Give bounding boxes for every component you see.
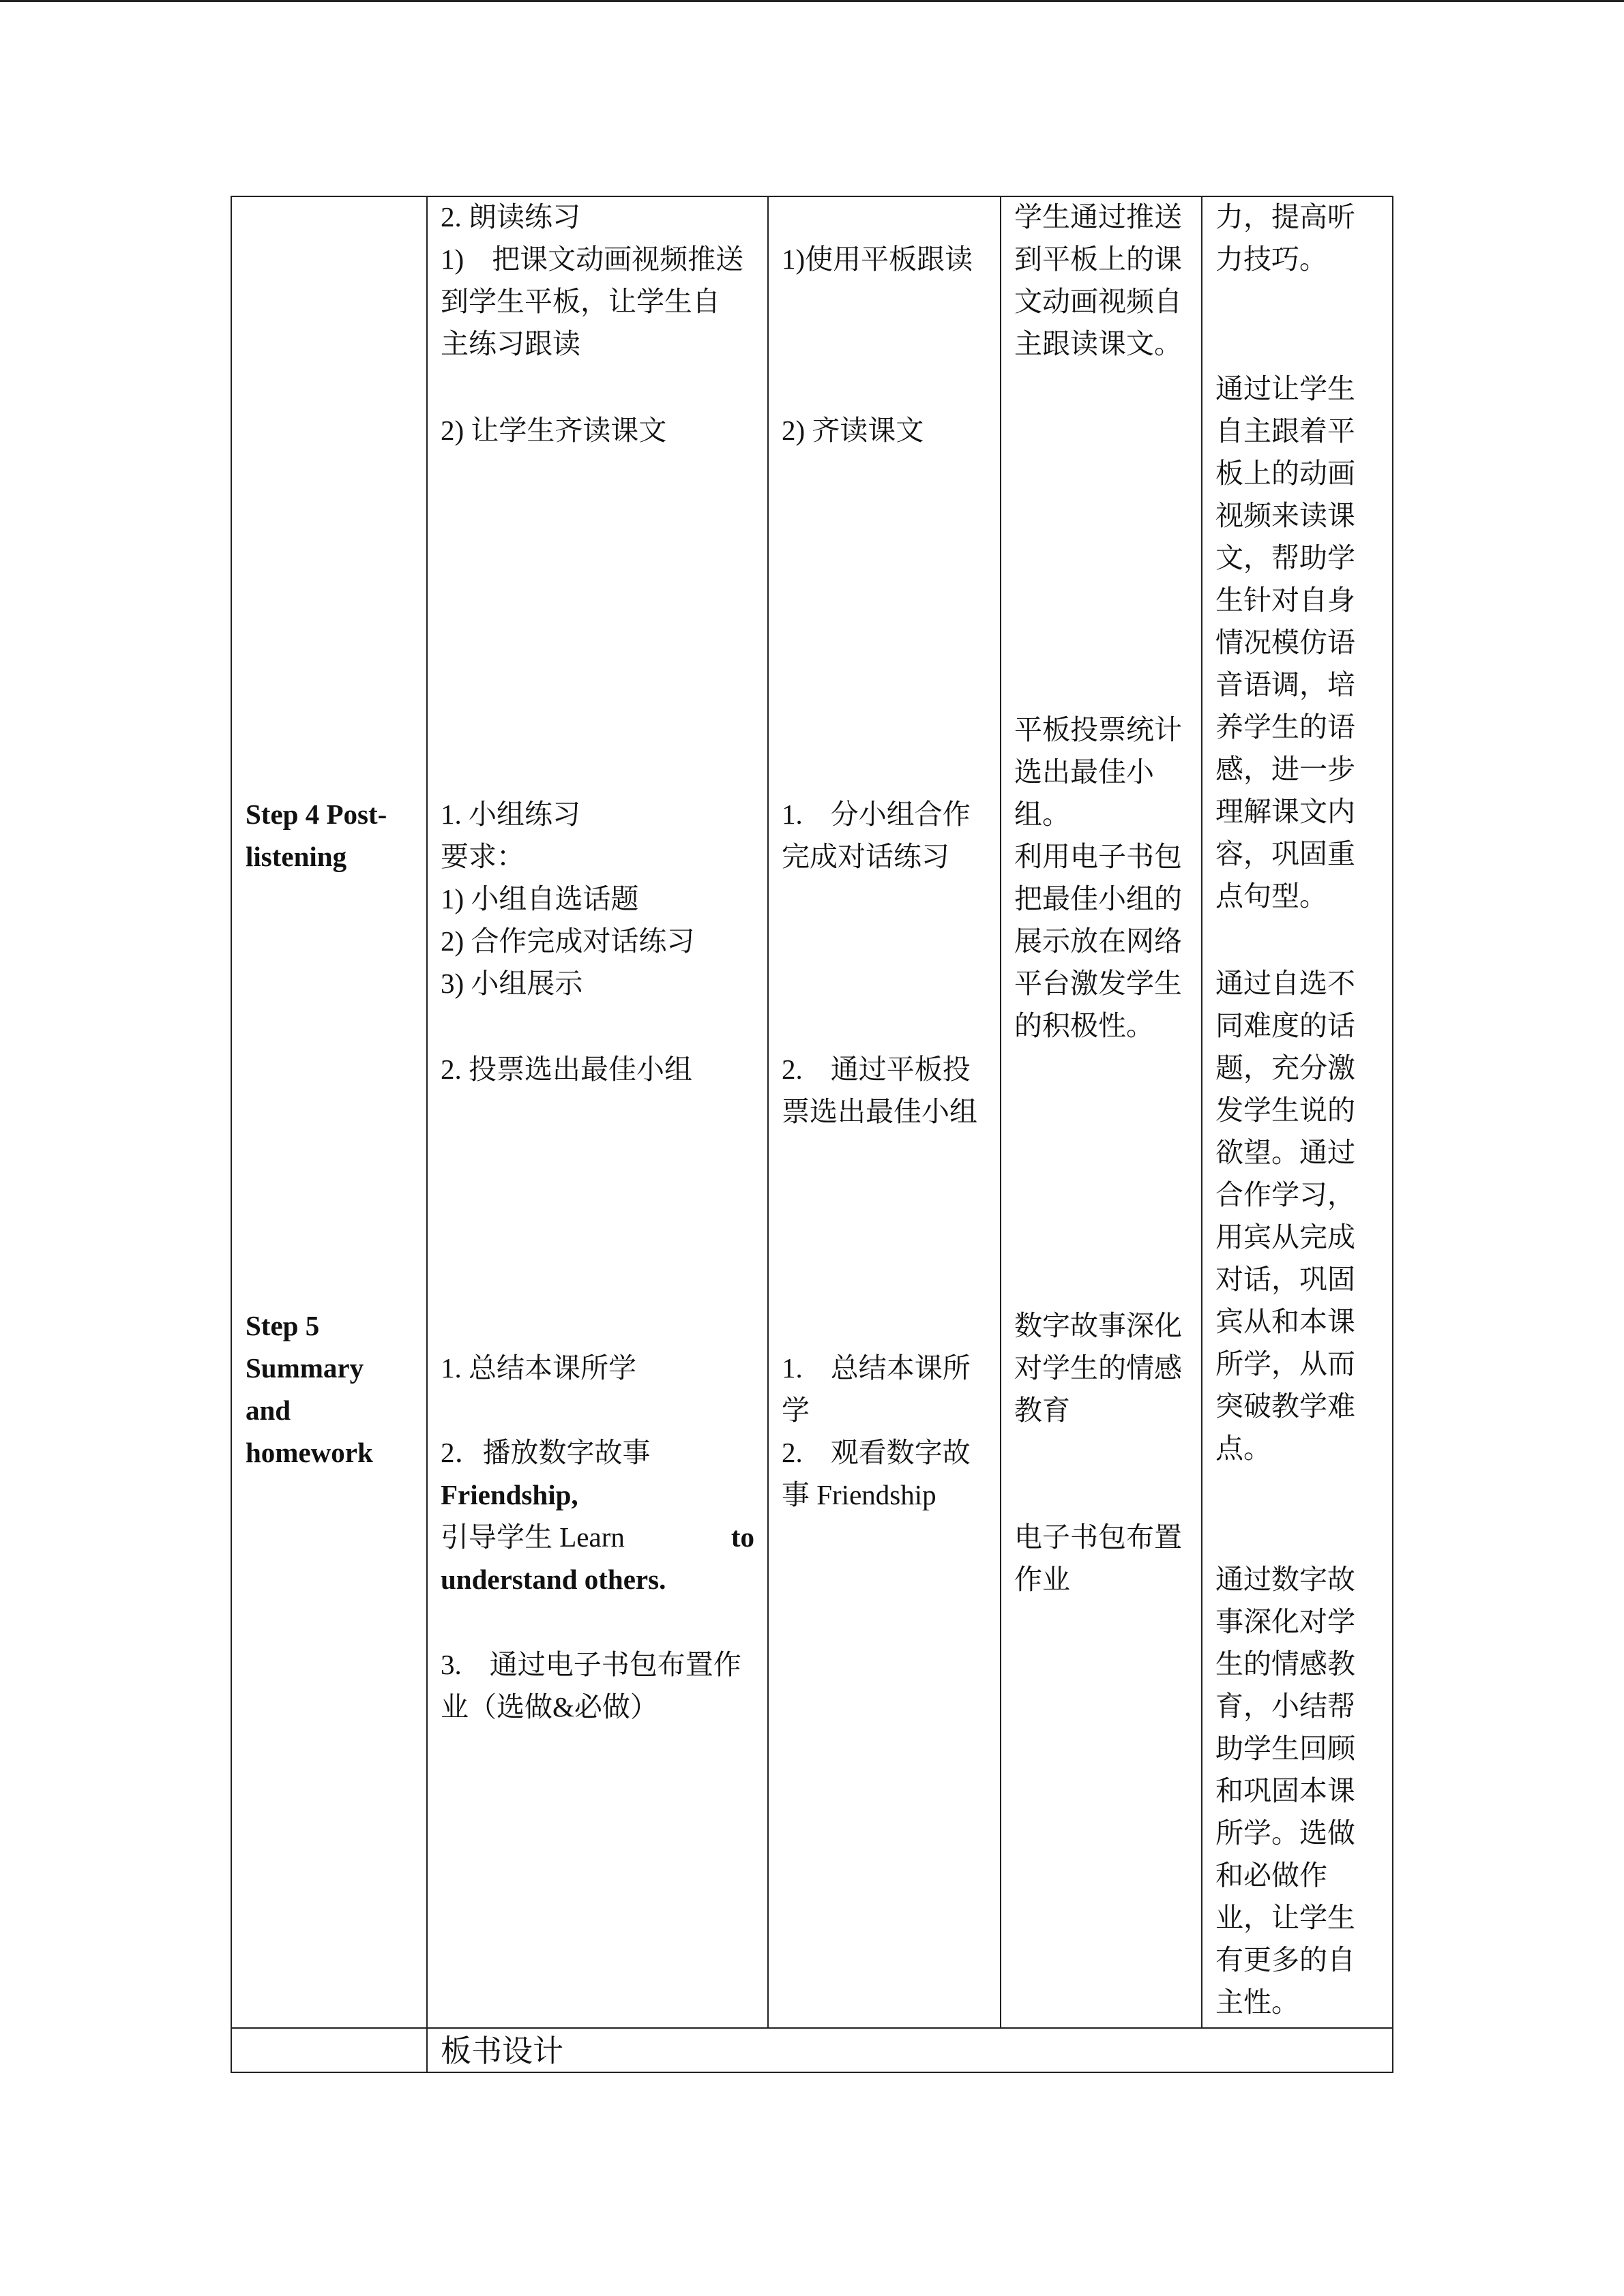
intent-read-line3: 板上的动画 — [1215, 458, 1355, 489]
read-step1-line1: 1) 把课文动画视频推送 — [441, 243, 744, 275]
step4-label-line2: listening — [246, 841, 347, 872]
intent-summary-line8: 和必做作 — [1215, 1860, 1327, 1891]
intent-read-line10: 感，进一步 — [1215, 754, 1355, 785]
intent-summary-line2: 事深化对学 — [1215, 1606, 1355, 1637]
student-vote-line1: 2. 通过平板投 — [782, 1054, 971, 1085]
tech-story-line2: 对学生的情感 — [1014, 1352, 1182, 1384]
read-step1-line2: 到学生平板，让学生自 — [441, 286, 720, 317]
student-group-line2: 完成对话练习 — [782, 841, 949, 872]
col-divider-4 — [1201, 196, 1202, 2029]
summary-step2-line2: Friendship, — [441, 1479, 578, 1510]
table-right-border — [1392, 196, 1393, 2073]
intent-read-line5: 文，帮助学 — [1215, 542, 1355, 573]
tech-vote-line6: 展示放在网络 — [1014, 925, 1182, 957]
intent-summary-line9: 业，让学生 — [1215, 1902, 1355, 1933]
intent-read-line8: 音语调，培 — [1215, 669, 1355, 700]
tech-vote-line7: 平台激发学生 — [1014, 968, 1182, 999]
lesson-plan-table — [231, 196, 1393, 2073]
intent-group-line7: 用宾从完成 — [1215, 1221, 1355, 1253]
tech-homework-line2: 作业 — [1014, 1564, 1070, 1595]
read-step1-line3: 主练习跟读 — [441, 328, 580, 359]
summary-step2-line4: understand others. — [441, 1564, 666, 1595]
group-req-3: 3) 小组展示 — [441, 968, 583, 999]
intent-group-line12: 点。 — [1215, 1433, 1271, 1464]
board-design-heading: 板书设计 — [441, 2034, 564, 2068]
intent-group-line1: 通过自选不 — [1215, 968, 1355, 999]
tech-story-line1: 数字故事深化 — [1014, 1310, 1182, 1341]
intent-summary-line5: 助学生回顾 — [1215, 1733, 1355, 1764]
vote-best-group: 2. 投票选出最佳小组 — [441, 1054, 692, 1085]
summary-step2-line3 — [441, 1516, 754, 1558]
col-divider-3 — [1000, 196, 1001, 2029]
intent-summary-line3: 生的情感教 — [1215, 1648, 1355, 1680]
tech-read-line1: 学生通过推送 — [1014, 201, 1182, 233]
intent-summary-line7: 所学。选做 — [1215, 1817, 1355, 1849]
summary-step2-line3-left: 引导学生 Learn — [441, 1521, 625, 1553]
tech-vote-line1: 平板投票统计 — [1014, 714, 1182, 745]
step5-label-line1: Step 5 — [246, 1310, 320, 1341]
intent-group-line3: 题，充分激 — [1215, 1052, 1355, 1084]
intent-group-line10: 所学，从而 — [1215, 1348, 1355, 1380]
intent-group-line11: 突破教学难 — [1215, 1390, 1355, 1422]
intent-listen-line2: 力技巧。 — [1215, 243, 1327, 275]
summary-step3-line1: 3. 通过电子书包布置作 — [441, 1649, 741, 1680]
intent-group-line9: 宾从和本课 — [1215, 1306, 1355, 1337]
summary-step2-line1: 2．播放数字故事 — [441, 1437, 651, 1468]
intent-group-line2: 同难度的话 — [1215, 1010, 1355, 1041]
intent-summary-line6: 和巩固本课 — [1215, 1775, 1355, 1806]
group-requirements: 要求： — [441, 841, 525, 872]
row-divider — [231, 2027, 1393, 2029]
intent-read-line4: 视频来读课 — [1215, 500, 1355, 531]
group-req-1: 1) 小组自选话题 — [441, 883, 639, 914]
intent-summary-line10: 有更多的自 — [1215, 1944, 1355, 1976]
intent-read-line12: 容，巩固重 — [1215, 838, 1355, 869]
summary-step3-line2: 业（选做&必做） — [441, 1691, 658, 1723]
tech-vote-line8: 的积极性。 — [1014, 1010, 1154, 1041]
intent-group-line6: 合作学习， — [1215, 1179, 1355, 1210]
table-left-border — [231, 196, 232, 2073]
tech-vote-line4: 利用电子书包 — [1014, 841, 1182, 872]
col-divider-2 — [767, 196, 769, 2029]
student-summary-line2: 学 — [782, 1395, 810, 1426]
intent-read-line9: 养学生的语 — [1215, 711, 1355, 743]
tech-story-line3: 教育 — [1014, 1395, 1070, 1426]
summary-step2-line3-right: to — [730, 1521, 754, 1553]
tech-read-line3: 文动画视频自 — [1014, 286, 1182, 317]
intent-group-line4: 发学生说的 — [1215, 1094, 1355, 1126]
tech-vote-line3: 组。 — [1014, 799, 1070, 830]
tech-vote-line5: 把最佳小组的 — [1014, 883, 1182, 914]
step4-label-line1: Step 4 Post- — [246, 799, 387, 830]
intent-summary-line4: 育，小结帮 — [1215, 1690, 1355, 1722]
read-step2: 2) 让学生齐读课文 — [441, 415, 667, 446]
student-summary-line1: 1. 总结本课所 — [782, 1352, 971, 1384]
group-req-2: 2) 合作完成对话练习 — [441, 925, 695, 957]
tech-vote-line2: 选出最佳小 — [1014, 756, 1154, 788]
intent-summary-line11: 主性。 — [1215, 1986, 1299, 2018]
student-read-2: 2) 齐读课文 — [782, 415, 924, 446]
page-top-rule — [0, 0, 1624, 2]
step5-label-line4: homework — [246, 1437, 373, 1468]
summary-step1: 1. 总结本课所学 — [441, 1352, 636, 1384]
student-group-line1: 1. 分小组合作 — [782, 799, 971, 830]
intent-summary-line1: 通过数字故 — [1215, 1564, 1355, 1595]
student-story-line2: 事 Friendship — [782, 1479, 936, 1510]
tech-homework-line1: 电子书包布置 — [1014, 1521, 1182, 1553]
group-practice-title: 1. 小组练习 — [441, 799, 580, 830]
step5-label-line3: and — [246, 1395, 291, 1426]
intent-read-line7: 情况模仿语 — [1215, 627, 1355, 658]
col-divider-1 — [426, 196, 428, 2073]
intent-read-line6: 生针对自身 — [1215, 584, 1355, 616]
intent-read-line11: 理解课文内 — [1215, 796, 1355, 827]
student-vote-line2: 票选出最佳小组 — [782, 1096, 977, 1127]
intent-group-line8: 对话，巩固 — [1215, 1264, 1355, 1295]
intent-read-line2: 自主跟着平 — [1215, 415, 1355, 447]
intent-read-line1: 通过让学生 — [1215, 373, 1355, 404]
tech-read-line2: 到平板上的课 — [1014, 243, 1182, 275]
intent-read-line13: 点句型。 — [1215, 880, 1327, 912]
intent-group-line5: 欲望。通过 — [1215, 1137, 1355, 1168]
step5-label-line2: Summary — [246, 1352, 364, 1384]
table-bottom-border — [231, 2072, 1393, 2073]
student-read-1: 1)使用平板跟读 — [782, 243, 973, 275]
tech-read-line4: 主跟读课文。 — [1014, 328, 1182, 359]
intent-listen-line1: 力，提高听 — [1215, 201, 1355, 233]
student-story-line1: 2. 观看数字故 — [782, 1437, 971, 1468]
read-practice-title: 2. 朗读练习 — [441, 201, 580, 233]
